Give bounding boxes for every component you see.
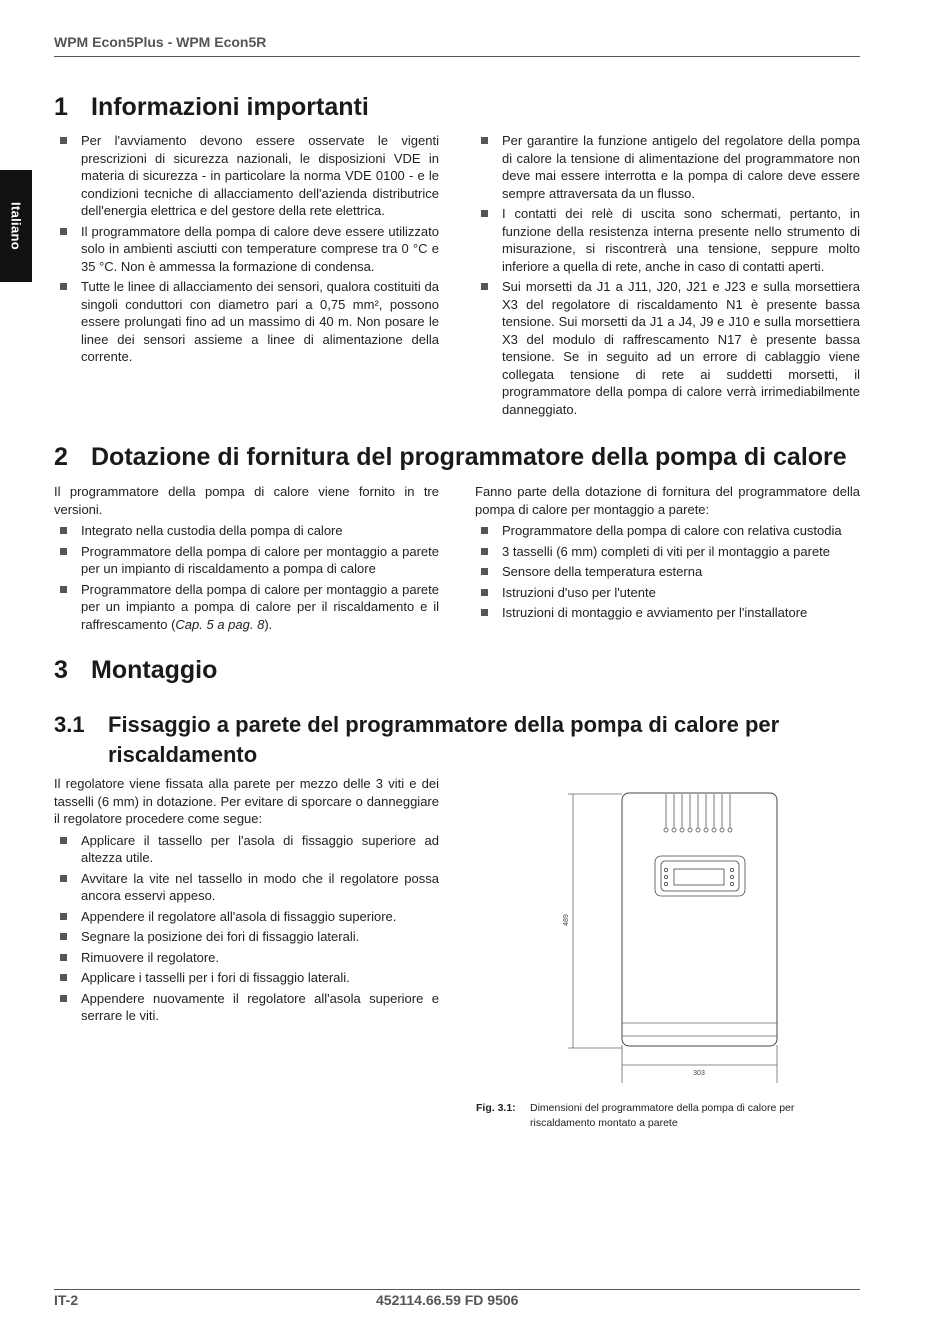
section-2-number: 2 [54, 443, 68, 471]
section-1-title: Informazioni importanti [91, 93, 369, 121]
list-item: Appendere il regolatore all'asola di fissaggio superiore. [54, 908, 439, 926]
section-1-right-list [475, 132, 860, 421]
section-2-left-intro: Il programmatore della pompa di calore viene fornito in tre versioni. [54, 484, 439, 517]
list-item: Sensore della temperatura esterna [475, 563, 860, 581]
list-item: 3 tasselli (6 mm) completi di viti per il montaggio a parete [475, 543, 860, 561]
list-item: Programmatore della pompa di calore con relativa custodia [475, 522, 860, 540]
list-item: Per l'avviamento devono essere osservate le vigenti prescrizioni di sicurezza nazionali, le disposizioni VDE in materia di sicurezza - in particolare la norma VDE 0100 - e le condizioni tecniche di allacciamento dell'azienda distributrice dell'energia elettrica e del gestore della rete elettrica. [54, 132, 439, 220]
figure-caption-label: Fig. 3.1: [476, 1102, 516, 1114]
section-3-1-column [54, 775, 439, 1028]
list-item: Sui morsetti da J1 a J11, J20, J21 e J23 e sulla morsettiera X3 del regolatore di riscaldamento N1 è presente bassa tensione. Sui morsetti da J1 a J4, J9 e J10 e sulla morsettiera X3 del modulo di raffrescamento N17 è presente bassa tensione. Se in seguito ad un errore di cablaggio viene collegata tensione di rete ai suddetti morsetti, il programmatore della pompa di calore verrà irrimediabilmente danneggiato. [475, 278, 860, 418]
section-1-number: 1 [54, 93, 68, 121]
list-item: Applicare il tassello per l'asola di fissaggio superiore ad altezza utile. [54, 832, 439, 867]
list-item: Per garantire la funzione antigelo del regolatore della pompa di calore la tensione di alimentazione del programmatore non deve mai essere interrotta e la pompa di calore deve essere sempre attraversata da un flusso. [475, 132, 860, 202]
list-item-text-end: ). [264, 616, 273, 632]
section-2-title: Dotazione di fornitura del programmatore della pompa di calore [91, 443, 847, 471]
list-item [54, 581, 439, 634]
section-2-right-intro: Fanno parte della dotazione di fornitura del programmatore della pompa di calore per montaggio a parete: [475, 484, 860, 517]
header-title: WPM Econ5Plus - WPM Econ5R [54, 34, 267, 50]
section-3-1-steps [54, 832, 439, 1025]
section-3-number: 3 [54, 656, 68, 684]
section-3-1-number: 3.1 [54, 712, 85, 737]
section-2-left-list [54, 522, 439, 633]
vent-grille [664, 794, 732, 832]
section-3-heading [54, 656, 217, 685]
side-tab-label: Italiano [8, 202, 24, 250]
list-item: Integrato nella custodia della pompa di calore [54, 522, 439, 540]
section-2-right-list [475, 522, 860, 622]
list-item: Istruzioni di montaggio e avviamento per l'installatore [475, 604, 860, 622]
document-code: 452114.66.59 FD 9506 [376, 1292, 519, 1308]
figure-caption [476, 1101, 860, 1131]
section-2-heading [54, 443, 847, 472]
section-3-1-heading [54, 710, 834, 770]
section-3-1-title: Fissaggio a parete del programmatore della pompa di calore per riscaldamento [108, 712, 780, 767]
running-header [54, 34, 860, 57]
list-item: Segnare la posizione dei fori di fissaggio laterali. [54, 928, 439, 946]
list-item: Programmatore della pompa di calore per montaggio a parete per un impianto di riscaldamento a pompa di calore [54, 543, 439, 578]
section-2-right-column [475, 483, 860, 625]
list-item: Appendere nuovamente il regolatore all'asola superiore e serrare le viti. [54, 990, 439, 1025]
list-item: Tutte le linee di allacciamento dei sensori, qualora costituiti da singoli conduttori con diametro pari a 0,75 mm², possono essere prolungati fino ad un massimo di 40 m. Non posare le linee dei sensori assieme a linee di alimentazione della corrente. [54, 278, 439, 366]
list-item: Avvitare la vite nel tassello in modo che il regolatore possa ancora esservi appeso. [54, 870, 439, 905]
section-3-1-intro: Il regolatore viene fissata alla parete per mezzo delle 3 viti e dei tasselli (6 mm) in dotazione. Per evitare di sporcare o danneggiare il regolatore procedere come segue: [54, 776, 439, 826]
footer-rule [54, 1289, 860, 1290]
page-number: IT-2 [54, 1292, 79, 1308]
figure-caption-text: Dimensioni del programmatore della pompa di calore per riscaldamento montato a parete [530, 1102, 795, 1129]
list-item: Istruzioni d'uso per l'utente [475, 584, 860, 602]
height-dimension-label: 489 [563, 914, 570, 926]
controller-dimension-drawing [540, 780, 810, 1090]
section-1-heading [54, 93, 369, 122]
language-side-tab [0, 170, 32, 282]
list-item: I contatti dei relè di uscita sono schermati, pertanto, in funzione della resistenza interna presente nello strumento di misurazione, si riscontrerà una tensione, seppure molto inferiore a quella di rete, anche in caso di contatti aperti. [475, 205, 860, 275]
section-1-left-list [54, 132, 439, 369]
section-2-left-column [54, 483, 439, 636]
width-dimension-label: 303 [693, 1070, 705, 1077]
list-item: Applicare i tasselli per i fori di fissaggio laterali. [54, 969, 439, 987]
cross-reference: Cap. 5 a pag. 8 [175, 616, 265, 632]
list-item: Rimuovere il regolatore. [54, 949, 439, 967]
display-panel [655, 856, 745, 896]
list-item-text: Programmatore della pompa di calore per montaggio a parete per un impianto a pompa di calore per il riscaldamento e il raffrescamento ( [81, 581, 439, 632]
list-item: Il programmatore della pompa di calore deve essere utilizzato solo in ambienti asciutti con temperature comprese tra 0 °C e 35 °C. Non è ammessa la formazione di condensa. [54, 223, 439, 276]
section-3-title: Montaggio [91, 656, 218, 684]
